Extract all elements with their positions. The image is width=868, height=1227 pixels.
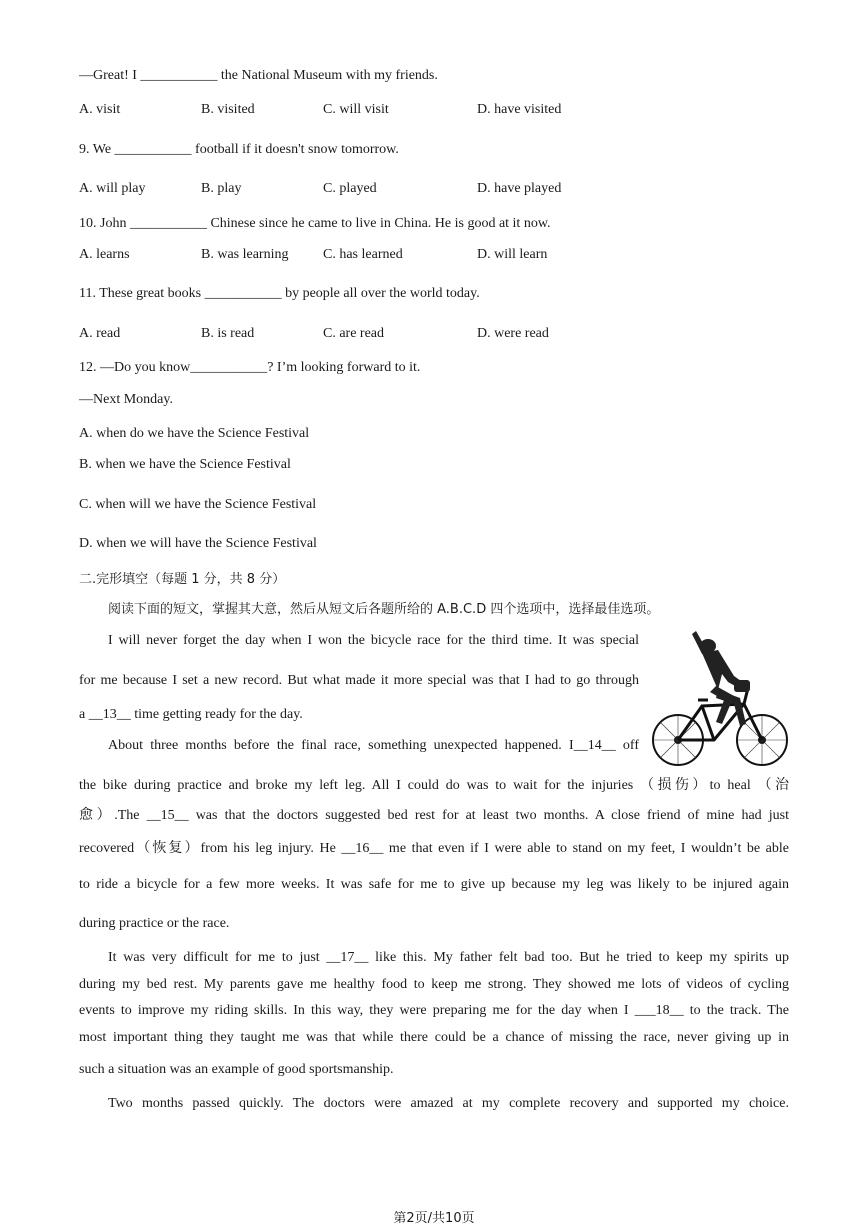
passage-line: It was very difficult for me to just __17__ like this. My father felt bad too. But he tried to keep my spirits up: [108, 950, 789, 965]
q9-option-b: B. play: [201, 181, 242, 196]
question-9-stem: 9. We ___________ football if it doesn't snow tomorrow.: [79, 142, 399, 157]
q8-option-d: D. have visited: [477, 102, 562, 117]
q8-option-c: C. will visit: [323, 102, 389, 117]
page-number: 第2页/共10页: [393, 1211, 475, 1226]
passage-line: such a situation was an example of good sportsmanship.: [79, 1062, 394, 1077]
q11-option-a: A. read: [79, 326, 121, 341]
question-11-stem: 11. These great books ___________ by people all over the world today.: [79, 286, 480, 301]
passage-line: to ride a bicycle for a few more weeks. It was safe for me to give up because my leg was likely to be injured again: [79, 877, 789, 892]
passage-line: recovered（恢复）from his leg injury. He __16__ me that even if I were able to stand on my feet, I wouldn’t be able: [79, 841, 789, 856]
q9-option-c: C. played: [323, 181, 377, 196]
q8-option-a: A. visit: [79, 102, 121, 117]
passage-line: the bike during practice and broke my left leg. All I could do was to wait for the injuries （损伤）to heal （治: [79, 778, 789, 793]
question-10-stem: 10. John ___________ Chinese since he came to live in China. He is good at it now.: [79, 216, 551, 231]
passage-line: for me because I set a new record. But what made it more special was that I had to go through: [79, 673, 639, 688]
passage-line: events to improve my riding skills. In this way, they were preparing me for the day when I ___18__ to the track. The: [79, 1003, 789, 1018]
passage-line: Two months passed quickly. The doctors were amazed at my complete recovery and supported my choice.: [108, 1096, 789, 1111]
passage-line: About three months before the final race, something unexpected happened. I__14__ off: [108, 738, 639, 753]
question-8-stem: —Great! I ___________ the National Museum with my friends.: [79, 68, 438, 83]
passage-line: I will never forget the day when I won the bicycle race for the third time. It was special: [108, 633, 639, 648]
q11-option-d: D. were read: [477, 326, 549, 341]
section-title: 二.完形填空（每题 1 分，共 8 分）: [79, 572, 286, 587]
passage-line: most important thing they taught me was that while there could be a chance of missing the race, never giving up in: [79, 1030, 789, 1045]
q12-option-c: C. when will we have the Science Festival: [79, 497, 317, 512]
q10-option-b: B. was learning: [201, 247, 289, 262]
passage-line: during my bed rest. My parents gave me healthy food to keep me strong. They showed me lots of videos of cycling: [79, 977, 789, 992]
passage-line: during practice or the race.: [79, 916, 230, 931]
q10-option-a: A. learns: [79, 247, 130, 262]
question-12-stem: 12. —Do you know___________? I’m looking forward to it.: [79, 360, 421, 375]
q10-option-c: C. has learned: [323, 247, 403, 262]
q12-option-b: B. when we have the Science Festival: [79, 457, 291, 472]
q8-option-b: B. visited: [201, 102, 255, 117]
question-12-reply: —Next Monday.: [79, 392, 173, 407]
passage-line: 愈）.The __15__ was that the doctors suggested bed rest for at least two months. A close friend of mine had just: [79, 808, 789, 823]
q11-option-b: B. is read: [201, 326, 255, 341]
q9-option-d: D. have played: [477, 181, 562, 196]
q12-option-d: D. when we will have the Science Festival: [79, 536, 317, 551]
q12-option-a: A. when do we have the Science Festival: [79, 426, 310, 441]
passage-line: a __13__ time getting ready for the day.: [79, 707, 303, 722]
section-instruction: 阅读下面的短文，掌握其大意，然后从短文后各题所给的 A.B.C.D 四个选项中，选择最佳选项。: [108, 602, 660, 617]
q10-option-d: D. will learn: [477, 247, 548, 262]
q9-option-a: A. will play: [79, 181, 146, 196]
q11-option-c: C. are read: [323, 326, 385, 341]
cyclist-illustration: [652, 628, 790, 768]
